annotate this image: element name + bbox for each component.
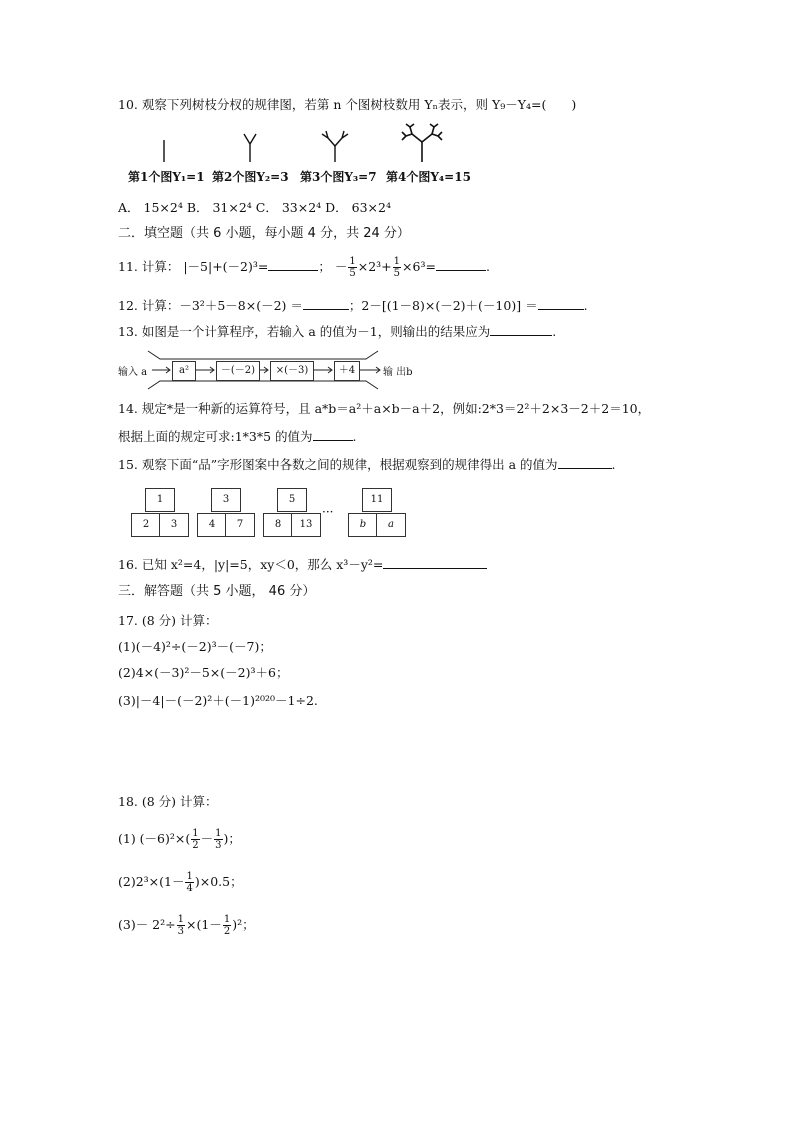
q13-box-times: ×(－3) — [270, 361, 314, 381]
q18-p2-fraction: $\frac{1}{4}$ — [186, 871, 193, 894]
q18-heading: 18. (8 分) 计算： — [118, 794, 218, 809]
tree-caption-2: 第2个图Y₂=3 — [212, 170, 289, 184]
q11-fraction-1: $\frac{1}{5}$ — [349, 256, 356, 279]
q18-part-1: (1) (－6)²×( $\frac{1}{2}$ － $\frac{1}{3}$ )； — [118, 828, 241, 851]
pin-1-left: 2 — [131, 513, 161, 537]
q11: 11. 计算： |－5|+(－2)³= ； － $\frac{1}{5}$ ×2³+ $\frac{1}{5}$ ×6³= . — [118, 256, 490, 279]
q12: 12. 计算：－3²＋5－8×(－2) ＝ ；2－[(1－8)×(－2)＋(－10)] ＝ . — [118, 298, 588, 313]
tree-3-icon — [322, 131, 348, 162]
pin-1-top: 1 — [145, 488, 175, 512]
tree-caption-4: 第4个图Y₄=15 — [386, 170, 471, 184]
q13-box-square: a² — [172, 361, 196, 381]
q10-text: 10. 观察下列树枝分杈的规律图，若第 n 个图树枝数用 Yₙ表示，则 Y₉－Y₄=( ) — [118, 97, 577, 112]
tree-caption-3: 第3个图Y₃=7 — [300, 170, 377, 184]
q12-blank-2[interactable] — [538, 297, 584, 310]
q13-box-minus: －(－2) — [216, 361, 260, 381]
pin-2-left: 4 — [197, 513, 227, 537]
q12-part-a: 12. 计算：－3²＋5－8×(－2) ＝ — [118, 298, 303, 313]
q18-p3-fraction-2: $\frac{1}{2}$ — [223, 914, 231, 937]
pin-4-right: a — [376, 513, 406, 537]
q16-text: 16. 已知 x²=4，|y|=5，xy＜0，那么 x³－y²= — [118, 556, 487, 574]
pin-1-right: 3 — [159, 513, 189, 537]
q15-blank[interactable] — [558, 456, 612, 469]
q11-part-a: 11. 计算： |－5|+(－2)³= — [118, 259, 269, 274]
q17-heading: 17. (8 分) 计算： — [118, 613, 218, 628]
section-3-heading: 三．解答题（共 5 小题， 46 分） — [118, 584, 316, 599]
pin-4-left: b — [348, 513, 378, 537]
tree-4-icon — [402, 124, 442, 162]
pin-4-top: 11 — [362, 488, 392, 512]
q18-p3-fraction-1: $\frac{1}{3}$ — [177, 914, 184, 937]
q11-fraction-2: $\frac{1}{5}$ — [393, 256, 401, 279]
q14-line-1: 14. 规定*是一种新的运算符号，且 a*b＝a²＋a×b－a＋2，例如:2*3＝2²＋2×3－2＋2＝10， — [118, 401, 651, 416]
pin-3-left: 8 — [263, 513, 293, 537]
tree-caption-1: 第1个图Y₁=1 — [128, 170, 205, 184]
q13-text: 13. 如图是一个计算程序，若输入 a 的值为－1，则输出的结果应为 . — [118, 324, 557, 339]
pin-2-top: 3 — [211, 488, 241, 512]
pin-ellipsis: ··· — [322, 505, 334, 519]
q18-part-3: (3)－ 2²÷ $\frac{1}{3}$ ×(1－ $\frac{1}{2}$ )²； — [118, 914, 255, 937]
q11-part-c: ×2³+ — [357, 259, 392, 274]
q13-box-plus: ＋4 — [334, 361, 360, 381]
q17-part-1: (1)(－4)²÷(－2)³－(－7)； — [118, 639, 272, 654]
q13-input-label: 输入 a — [118, 367, 148, 378]
pin-3-top: 5 — [277, 488, 307, 512]
q15-text: 15. 观察下面“品”字形图案中各数之间的规律，根据观察到的规律得出 a 的值为 . — [118, 457, 616, 472]
q11-blank-1[interactable] — [268, 258, 318, 271]
q13-output-label: 输 出b — [383, 367, 413, 378]
tree-2-icon — [244, 134, 256, 162]
q11-blank-2[interactable] — [436, 258, 486, 271]
q11-part-d: ×6³= — [402, 259, 436, 274]
q13-blank[interactable] — [490, 323, 552, 336]
q10-options: A． 15×2⁴ B． 31×2⁴ C． 33×2⁴ D． 63×2⁴ — [118, 200, 391, 215]
q14-blank[interactable] — [313, 428, 353, 441]
q18-part-2: (2)2³×(1－ $\frac{1}{4}$ )×0.5； — [118, 871, 243, 894]
tree-figures — [150, 122, 450, 166]
q17-part-3: (3)|－4|－(－2)²＋(－1)²⁰²⁰－1÷2. — [118, 693, 318, 708]
q14-line-2: 根据上面的规定可求:1*3*5 的值为 . — [118, 429, 357, 444]
q18-p1-fraction-2: $\frac{1}{3}$ — [215, 828, 222, 851]
q11-part-b: ； － — [318, 259, 348, 274]
q17-part-2: (2)4×(－3)²－5×(－2)³＋6； — [118, 665, 289, 680]
q12-part-b: ；2－[(1－8)×(－2)＋(－10)] ＝ — [348, 298, 538, 313]
q16-blank[interactable] — [383, 556, 487, 569]
pin-2-right: 7 — [225, 513, 255, 537]
q18-p1-fraction-1: $\frac{1}{2}$ — [192, 828, 199, 851]
q12-blank-1[interactable] — [303, 297, 349, 310]
pin-3-right: 13 — [291, 513, 321, 537]
section-2-heading: 二．填空题（共 6 小题，每小题 4 分，共 24 分） — [118, 226, 410, 241]
